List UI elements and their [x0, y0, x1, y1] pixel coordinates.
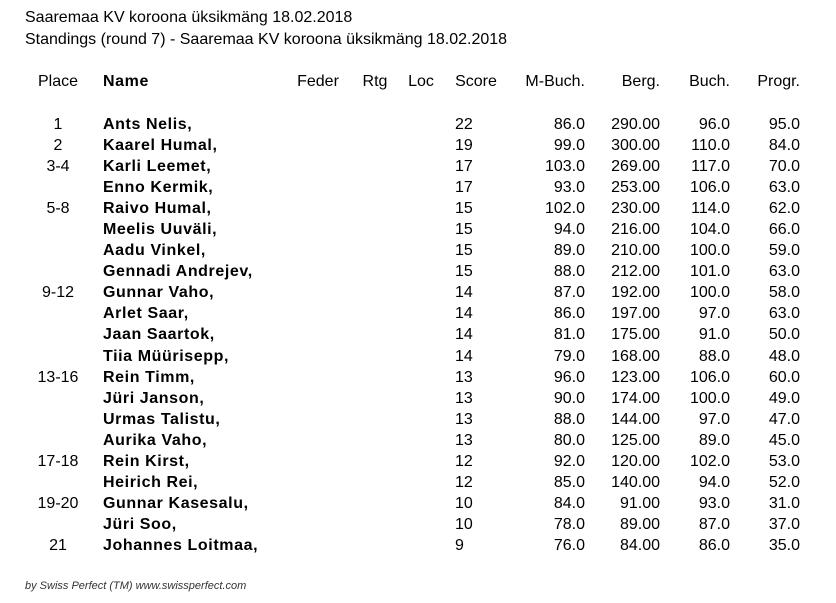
player-progr: 48.0: [768, 347, 800, 365]
player-rtg: [353, 409, 397, 430]
player-buch: 93.0: [698, 495, 730, 513]
player-rtg: [353, 430, 397, 451]
header-rtg: Rtg: [362, 73, 388, 90]
player-progr: 45.0: [768, 431, 800, 449]
player-progr: 50.0: [768, 326, 800, 344]
player-name: Jaan Saartok,: [103, 326, 215, 344]
player-score: 9: [455, 537, 464, 555]
player-progr: 66.0: [768, 221, 800, 239]
player-mbuch: 88.0: [553, 410, 585, 428]
player-rtg: [353, 283, 397, 304]
player-mbuch: 93.0: [553, 178, 585, 196]
player-place: [25, 262, 91, 283]
player-feder: [283, 473, 353, 494]
player-loc: [397, 536, 445, 557]
table-row: [25, 409, 800, 430]
player-berg: 210.00: [611, 242, 660, 260]
player-mbuch: 89.0: [553, 242, 585, 260]
player-berg: 168.00: [611, 347, 660, 365]
player-berg: 125.00: [611, 431, 660, 449]
player-berg: 197.00: [611, 305, 660, 323]
table-row: [25, 241, 800, 262]
player-feder: [283, 494, 353, 515]
player-place: [25, 388, 91, 409]
player-progr: 63.0: [768, 305, 800, 323]
player-rtg: [353, 114, 397, 135]
player-name: Urmas Talistu,: [103, 410, 221, 428]
player-feder: [283, 452, 353, 473]
table-row: [25, 156, 800, 177]
player-rtg: [353, 156, 397, 177]
player-buch: 106.0: [689, 178, 730, 196]
player-place: 17-18: [37, 453, 79, 471]
player-berg: 89.00: [619, 516, 660, 534]
player-score: 13: [455, 389, 473, 407]
player-loc: [397, 219, 445, 240]
player-buch: 100.0: [689, 389, 730, 407]
player-score: 15: [455, 242, 473, 260]
table-row: [25, 219, 800, 240]
player-score: 15: [455, 221, 473, 239]
player-place: [25, 409, 91, 430]
player-feder: [283, 367, 353, 388]
player-progr: 95.0: [768, 115, 800, 133]
player-place: 5-8: [46, 199, 70, 217]
player-loc: [397, 325, 445, 346]
player-feder: [283, 156, 353, 177]
player-place: [25, 325, 91, 346]
player-buch: 101.0: [689, 263, 730, 281]
player-loc: [397, 283, 445, 304]
player-buch: 94.0: [698, 474, 730, 492]
header-mbuch: M-Buch.: [525, 73, 585, 90]
player-loc: [397, 198, 445, 219]
player-place: [25, 430, 91, 451]
page-subtitle: Standings (round 7) - Saaremaa KV koroona üksikmäng 18.02.2018: [25, 31, 508, 48]
player-name: Gunnar Kasesalu,: [103, 495, 249, 513]
player-berg: 192.00: [611, 284, 660, 302]
player-feder: [283, 283, 353, 304]
player-buch: 110.0: [691, 136, 730, 154]
player-name: Karli Leemet,: [103, 157, 212, 175]
player-berg: 216.00: [611, 221, 660, 239]
player-rtg: [353, 177, 397, 198]
player-place: 3-4: [46, 157, 70, 175]
player-mbuch: 78.0: [553, 516, 585, 534]
table-row: [25, 536, 800, 557]
player-rtg: [353, 262, 397, 283]
player-rtg: [353, 135, 397, 156]
player-loc: [397, 473, 445, 494]
player-buch: 87.0: [698, 516, 730, 534]
player-mbuch: 99.0: [553, 136, 585, 154]
player-name: Jüri Janson,: [103, 389, 205, 407]
player-loc: [397, 241, 445, 262]
player-progr: 58.0: [768, 284, 800, 302]
player-name: Meelis Uuväli,: [103, 221, 218, 239]
player-score: 14: [455, 326, 473, 344]
table-row: [25, 283, 800, 304]
player-place: [25, 219, 91, 240]
player-progr: 70.0: [768, 157, 800, 175]
player-berg: 91.00: [619, 495, 660, 513]
player-buch: 100.0: [689, 284, 730, 302]
player-berg: 84.00: [619, 537, 660, 555]
standings-body: [25, 94, 800, 557]
player-rtg: [353, 452, 397, 473]
player-place: 2: [53, 136, 63, 154]
player-place: [25, 473, 91, 494]
player-place: [25, 346, 91, 367]
player-buch: 104.0: [689, 221, 730, 239]
player-buch: 91.0: [698, 326, 730, 344]
player-name: Heirich Rei,: [103, 474, 199, 492]
player-berg: 123.00: [611, 368, 660, 386]
player-name: Enno Kermik,: [103, 178, 214, 196]
player-mbuch: 90.0: [553, 389, 585, 407]
player-buch: 114.0: [691, 199, 730, 217]
player-progr: 31.0: [768, 495, 800, 513]
player-name: Ants Nelis,: [103, 115, 193, 133]
player-mbuch: 85.0: [553, 474, 585, 492]
player-place: 9-12: [41, 284, 75, 302]
player-score: 10: [455, 495, 473, 513]
header-place: Place: [37, 73, 79, 90]
player-mbuch: 76.0: [553, 537, 585, 555]
table-row: [25, 515, 800, 536]
player-rtg: [353, 536, 397, 557]
header-berg: Berg.: [621, 73, 660, 90]
player-feder: [283, 219, 353, 240]
player-loc: [397, 262, 445, 283]
player-feder: [283, 325, 353, 346]
player-progr: 63.0: [768, 263, 800, 281]
player-berg: 269.00: [611, 157, 660, 175]
player-loc: [397, 452, 445, 473]
player-rtg: [353, 325, 397, 346]
table-row: [25, 430, 800, 451]
player-score: 17: [455, 178, 473, 196]
player-progr: 84.0: [768, 136, 800, 154]
player-place: [25, 515, 91, 536]
player-berg: 120.00: [611, 453, 660, 471]
player-mbuch: 94.0: [553, 221, 585, 239]
player-progr: 62.0: [768, 199, 800, 217]
player-feder: [283, 430, 353, 451]
table-row: [25, 494, 800, 515]
player-score: 17: [455, 157, 473, 175]
footer-credit: by Swiss Perfect (TM) www.swissperfect.com: [25, 580, 247, 592]
player-name: Kaarel Humal,: [103, 136, 218, 154]
player-mbuch: 88.0: [553, 263, 585, 281]
player-score: 14: [455, 305, 473, 323]
player-berg: 253.00: [611, 178, 660, 196]
player-progr: 49.0: [768, 389, 800, 407]
player-loc: [397, 515, 445, 536]
player-buch: 86.0: [698, 537, 730, 555]
player-feder: [283, 262, 353, 283]
player-feder: [283, 198, 353, 219]
player-loc: [397, 304, 445, 325]
player-loc: [397, 430, 445, 451]
player-place: 19-20: [37, 495, 79, 513]
player-rtg: [353, 494, 397, 515]
player-score: 13: [455, 431, 473, 449]
player-rtg: [353, 219, 397, 240]
player-score: 10: [455, 516, 473, 534]
table-row: [25, 388, 800, 409]
player-berg: 300.00: [611, 136, 660, 154]
player-score: 22: [455, 115, 473, 133]
player-berg: 144.00: [611, 410, 660, 428]
player-buch: 96.0: [698, 115, 730, 133]
player-name: Arlet Saar,: [103, 305, 189, 323]
table-row: [25, 135, 800, 156]
table-row: [25, 473, 800, 494]
player-buch: 106.0: [689, 368, 730, 386]
player-mbuch: 79.0: [553, 347, 585, 365]
player-buch: 97.0: [698, 410, 730, 428]
table-row: [25, 114, 800, 135]
player-place: 21: [49, 537, 67, 555]
player-place: 1: [53, 115, 63, 133]
page-title: Saaremaa KV koroona üksikmäng 18.02.2018: [25, 9, 353, 26]
header-name: Name: [103, 73, 149, 90]
player-score: 14: [455, 347, 473, 365]
table-row: [25, 177, 800, 198]
player-name: Aurika Vaho,: [103, 431, 208, 449]
player-name: Rein Timm,: [103, 368, 195, 386]
player-progr: 52.0: [768, 474, 800, 492]
player-feder: [283, 241, 353, 262]
table-row: [25, 198, 800, 219]
player-loc: [397, 177, 445, 198]
player-mbuch: 80.0: [553, 431, 585, 449]
player-mbuch: 87.0: [553, 284, 585, 302]
header-score: Score: [455, 73, 497, 90]
player-name: Johannes Loitmaa,: [103, 537, 259, 555]
player-mbuch: 86.0: [553, 115, 585, 133]
player-feder: [283, 536, 353, 557]
player-feder: [283, 515, 353, 536]
player-rtg: [353, 515, 397, 536]
player-rtg: [353, 304, 397, 325]
player-loc: [397, 156, 445, 177]
player-name: Gunnar Vaho,: [103, 284, 215, 302]
header-progr: Progr.: [757, 73, 800, 90]
player-loc: [397, 367, 445, 388]
header-loc: Loc: [408, 73, 434, 90]
table-row: [25, 367, 800, 388]
player-progr: 53.0: [768, 453, 800, 471]
player-progr: 37.0: [768, 516, 800, 534]
table-row: [25, 304, 800, 325]
player-rtg: [353, 241, 397, 262]
player-rtg: [353, 346, 397, 367]
player-berg: 175.00: [611, 326, 660, 344]
player-buch: 97.0: [698, 305, 730, 323]
player-place: [25, 304, 91, 325]
header-buch: Buch.: [689, 73, 730, 90]
standings-table: [25, 70, 800, 557]
player-rtg: [353, 473, 397, 494]
player-name: Jüri Soo,: [103, 516, 177, 534]
player-mbuch: 103.0: [544, 157, 585, 175]
player-place: [25, 177, 91, 198]
player-score: 13: [455, 368, 473, 386]
table-row: [25, 325, 800, 346]
player-score: 12: [455, 474, 473, 492]
player-loc: [397, 346, 445, 367]
player-feder: [283, 114, 353, 135]
player-loc: [397, 114, 445, 135]
player-loc: [397, 494, 445, 515]
player-buch: 88.0: [698, 347, 730, 365]
player-mbuch: 86.0: [553, 305, 585, 323]
player-score: 13: [455, 410, 473, 428]
player-buch: 89.0: [698, 431, 730, 449]
player-progr: 63.0: [768, 178, 800, 196]
player-buch: 102.0: [689, 453, 730, 471]
player-feder: [283, 388, 353, 409]
player-name: Rein Kirst,: [103, 453, 190, 471]
player-place: [25, 241, 91, 262]
table-row: [25, 262, 800, 283]
header-feder: Feder: [297, 73, 339, 90]
table-row: [25, 346, 800, 367]
player-feder: [283, 346, 353, 367]
player-feder: [283, 409, 353, 430]
player-name: Tiia Müürisepp,: [103, 347, 230, 365]
player-progr: 60.0: [768, 368, 800, 386]
table-row: [25, 452, 800, 473]
player-feder: [283, 135, 353, 156]
player-progr: 35.0: [768, 537, 800, 555]
player-name: Gennadi Andrejev,: [103, 263, 253, 281]
player-name: Aadu Vinkel,: [103, 242, 206, 260]
player-mbuch: 81.0: [553, 326, 585, 344]
player-berg: 230.00: [611, 199, 660, 217]
player-loc: [397, 388, 445, 409]
player-rtg: [353, 198, 397, 219]
player-feder: [283, 304, 353, 325]
player-name: Raivo Humal,: [103, 199, 212, 217]
player-score: 19: [455, 136, 473, 154]
header-row: [25, 70, 800, 94]
player-mbuch: 96.0: [553, 368, 585, 386]
player-berg: 174.00: [611, 389, 660, 407]
player-berg: 212.00: [611, 263, 660, 281]
player-place: 13-16: [37, 368, 79, 386]
player-buch: 100.0: [689, 242, 730, 260]
player-rtg: [353, 367, 397, 388]
player-mbuch: 92.0: [553, 453, 585, 471]
player-mbuch: 102.0: [544, 199, 585, 217]
player-feder: [283, 177, 353, 198]
player-score: 15: [455, 263, 473, 281]
player-mbuch: 84.0: [553, 495, 585, 513]
player-score: 15: [455, 199, 473, 217]
player-loc: [397, 135, 445, 156]
player-progr: 47.0: [768, 410, 800, 428]
player-loc: [397, 409, 445, 430]
player-berg: 140.00: [611, 474, 660, 492]
player-berg: 290.00: [611, 115, 660, 133]
player-score: 14: [455, 284, 473, 302]
player-progr: 59.0: [768, 242, 800, 260]
player-buch: 117.0: [691, 157, 730, 175]
player-rtg: [353, 388, 397, 409]
player-score: 12: [455, 453, 473, 471]
